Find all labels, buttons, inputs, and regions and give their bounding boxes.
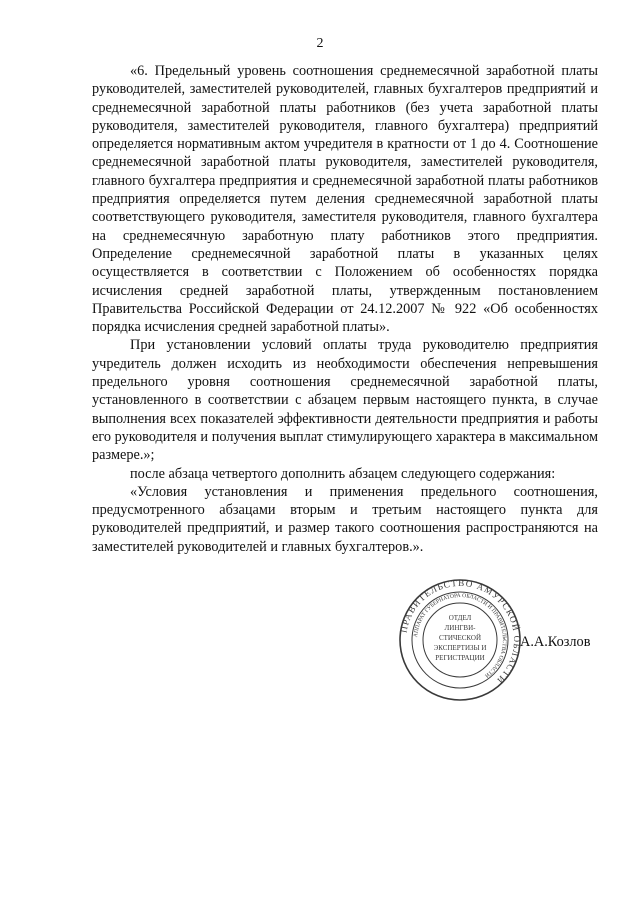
paragraph: «Условия установления и применения предельного соотношения, предусмотренного абзацами вторым и третьим настоящего пункта для руководителей предприятий, и размер такого соотношения распространяются на заместителей руководителей и главных бухгалтеров.».	[92, 483, 598, 555]
page-number: 2	[316, 36, 324, 51]
signature-name: А.А.Козлов	[520, 634, 591, 650]
official-stamp	[398, 578, 522, 702]
stamp-inner-line: СТИЧЕСКОЙ	[438, 634, 482, 642]
stamp-outer-text: ПРАВИТЕЛЬСТВО АМУРСКОЙ ОБЛАСТИ	[398, 578, 522, 687]
paragraph: «6. Предельный уровень соотношения среднемесячной заработной платы руководителей, заместителей руководителей, главных бухгалтеров предприятий и среднемесячной заработной платы работников (без учета заработной платы руководителя, заместителей руководителя, главного бухгалтера) предприятий определяется нормативным актом учредителя в кратности от 1 до 4. Соотношение среднемесячной заработной платы руководителя, заместителей руководителя, главного бухгалтера предприятия и среднемесячной заработной платы работников предприятия определяется путем деления среднемесячной заработной платы соответствующего руководителя, заместителя руководителя, главного бухгалтера на среднемесячную заработную плату работников этого предприятия. Определение среднемесячной заработной платы в указанных целях осуществляется в соответствии с Положением об особенностях порядка исчисления средней заработной платы, утвержденным постановлением Правительства Российской Федерации от 24.12.2007 № 922 «Об особенностях порядка исчисления средней заработной платы».	[92, 63, 598, 336]
paragraph: При установлении условий оплаты труда руководителю предприятия учредитель должен исходить из необходимости обеспечения непревышения предельного уровня соотношения среднемесячной заработной платы, установленного в соответствии с абзацем первым настоящего пункта, в случае выполнения всех показателей эффективности деятельности предприятия и работы его руководителя и получения выплат стимулирующего характера в максимальном размере.»;	[92, 337, 598, 464]
stamp-inner-line: ЛИНГВИ-	[444, 624, 476, 632]
document-body	[92, 62, 598, 556]
paragraph: после абзаца четвертого дополнить абзацем следующего содержания:	[130, 465, 556, 482]
stamp-inner-line: ЭКСПЕРТИЗЫ И	[433, 644, 487, 652]
stamp-inner-line: ОТДЕЛ	[448, 614, 472, 622]
stamp-inner-line: РЕГИСТРАЦИИ	[435, 654, 485, 662]
stamp-middle-text: АППАРАТ ГУБЕРНАТОРА ОБЛАСТИ И ПРАВИТЕЛЬСТВА ОБЛАСТИ	[413, 592, 508, 679]
